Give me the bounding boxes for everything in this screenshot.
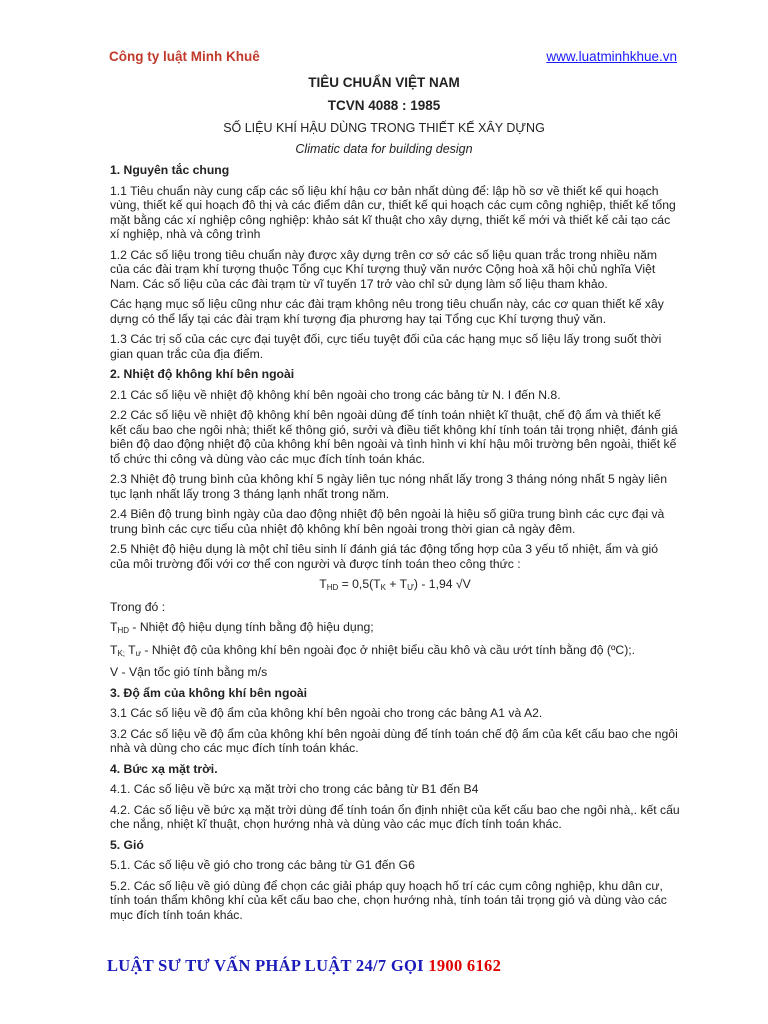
hotline-banner [107,956,501,976]
paragraph: 4.2. Các số liệu về bức xạ mặt trời dùng để tính toán ổn định nhiệt của kết cấu bao che ngôi nhà,. kết cấu che nắng, nhiệt kĩ thuật, chọn hướng nhà và dùng vào các mục đích tính toán khác. [110,802,680,831]
section-heading: 2. Nhiệt độ không khí bên ngoài [110,367,295,381]
paragraph: Các hạng mục số liệu cũng như các đài trạm không nêu trong tiêu chuẩn này, các cơ quan thiết kế xây dựng có thể lấy tại các đài trạm khí tượng địa phương hay tại Tổng cục Khí tượng thuỷ văn. [110,297,664,326]
where-label: Trong đó : [110,599,166,614]
paragraph: 2.5 Nhiệt độ hiệu dụng là một chỉ tiêu sinh lí đánh giá tác động tổng hợp của 3 yếu tố nhiệt, ẩm và gió của môi trường đối với cơ thể con người và được tính toán theo công thức : [110,542,658,571]
definition-tk-tu: TK; Tư - Nhiệt độ của không khí bên ngoài đọc ở nhiệt biểu cầu khô và cầu ướt tính bằng độ (ºC);. [110,642,636,658]
standard-number: TCVN 4088 : 1985 [327,98,441,113]
definition-v: V - Vận tốc gió tính bằng m/s [110,665,268,679]
section-heading: 4. Bức xạ mặt trời. [110,761,218,776]
paragraph: 1.3 Các trị số của các cực đại tuyệt đối, cực tiểu tuyệt đối của các hạng mục số liệu lấy trong suốt thời gian quan trắc của địa điểm. [110,332,662,361]
website-link[interactable]: www.luatminhkhue.vn [546,49,677,64]
company-name: Công ty luật Minh Khuê [109,49,260,64]
standard-title: TIÊU CHUẨN VIỆT NAM [308,75,460,90]
hotline-phone[interactable]: 1900 6162 [428,956,502,975]
paragraph: 2.4 Biên độ trung bình ngày của dao động nhiệt độ bên ngoài là hiệu số giữa trung bình các cực đại và trung bình các cực tiểu của nhiệt độ không khí bên ngoài trong thời gian cả ngày đêm. [110,507,665,536]
document-body [110,163,680,928]
effective-temperature-formula: THD = 0,5(TK + TƯ) - 1,94 √V [319,577,471,592]
paragraph: 2.3 Nhiệt độ trung bình của không khí 5 ngày liên tục nóng nhất lấy trong 3 tháng nóng nhất 5 ngày liên tục lạnh nhất lấy trong 3 tháng lạnh nhất trong năm. [110,472,667,501]
paragraph: 1.1 Tiêu chuẩn này cung cấp các số liệu khí hậu cơ bản nhất dùng để: lập hồ sơ về thiết kế qui hoạch vùng, thiết kế qui hoạch đô thị và các điểm dân cư, thiết kế qui hoạch các cụm công nghiệp, thiết kế tổng mặt bằng các xí nghiệp công nghiệp: khảo sát kĩ thuật cho xây dựng, thiết kế mới và thiết kế cải tạo các xí nghiệp, nhà và công trình [110,183,676,241]
section-heading: 1. Nguyên tắc chung [110,163,230,177]
paragraph: 3.1 Các số liệu về độ ẩm của không khí bên ngoài cho trong các bảng A1 và A2. [110,706,543,720]
definition-thd: THD - Nhiệt độ hiệu dụng tính bằng độ hiệu dụng; [110,620,374,635]
document-subject: SỐ LIỆU KHÍ HẬU DÙNG TRONG THIẾT KẾ XÂY DỰNG [223,121,545,135]
hotline-text: LUẬT SƯ TƯ VẤN PHÁP LUẬT 24/7 GỌI [107,956,429,975]
paragraph: 2.2 Các số liệu về nhiệt độ không khí bên ngoài dùng để tính toán nhiệt kĩ thuật, chế độ ẩm và thiết kế kết cấu bao che ngôi nhà; thiết kế thông gió, sưởi và điều tiết không khí tính toán tải trọng nhiệt, đánh giá biên độ dao động nhiệt độ của không khí bên ngoài và tình hình vi khí hậu môi trường bên ngoài, thiết kế tổ chức thi công và dùng vào các mục đích tính toán khác. [110,408,678,466]
section-heading: 3. Độ ẩm của không khí bên ngoài [110,685,308,700]
english-title: Climatic data for building design [295,142,473,156]
paragraph: 5.2. Các số liệu về gió dùng để chọn các giải pháp quy hoạch hố trí các cụm công nghiệp, khu dân cư, tính toán thẩm không khí của kết cấu bao che, chọn hướng nhà, tính toán tải trọng gió và dùng vào các mục đích tính toán khác. [110,878,667,922]
paragraph: 2.1 Các số liệu về nhiệt độ không khí bên ngoài cho trong các bảng từ N. I đến N.8. [110,387,561,402]
paragraph: 3.2 Các số liệu về độ ẩm của không khí bên ngoài dùng để tính toán chế độ ẩm của kết cấu bao che ngôi nhà và dùng cho các mục đích tính toán khác. [110,726,678,755]
paragraph: 1.2 Các số liệu trong tiêu chuẩn này được xây dựng trên cơ sở các số liệu quan trắc trong nhiều năm của các đài trạm khí tượng thuộc Tổng cục Khí tượng thuỷ văn nước Cộng hoà xã hội chủ nghĩa Việt Nam. Các số liệu của các đài trạm từ vĩ tuyến 17 trở vào chỉ sử dụng làm số liệu tham khảo. [110,247,658,291]
paragraph: 4.1. Các số liệu về bức xạ mặt trời cho trong các bảng từ B1 đến B4 [110,782,479,796]
section-heading: 5. Gió [110,837,144,852]
paragraph: 5.1. Các số liệu về gió cho trong các bảng từ G1 đến G6 [110,858,415,872]
